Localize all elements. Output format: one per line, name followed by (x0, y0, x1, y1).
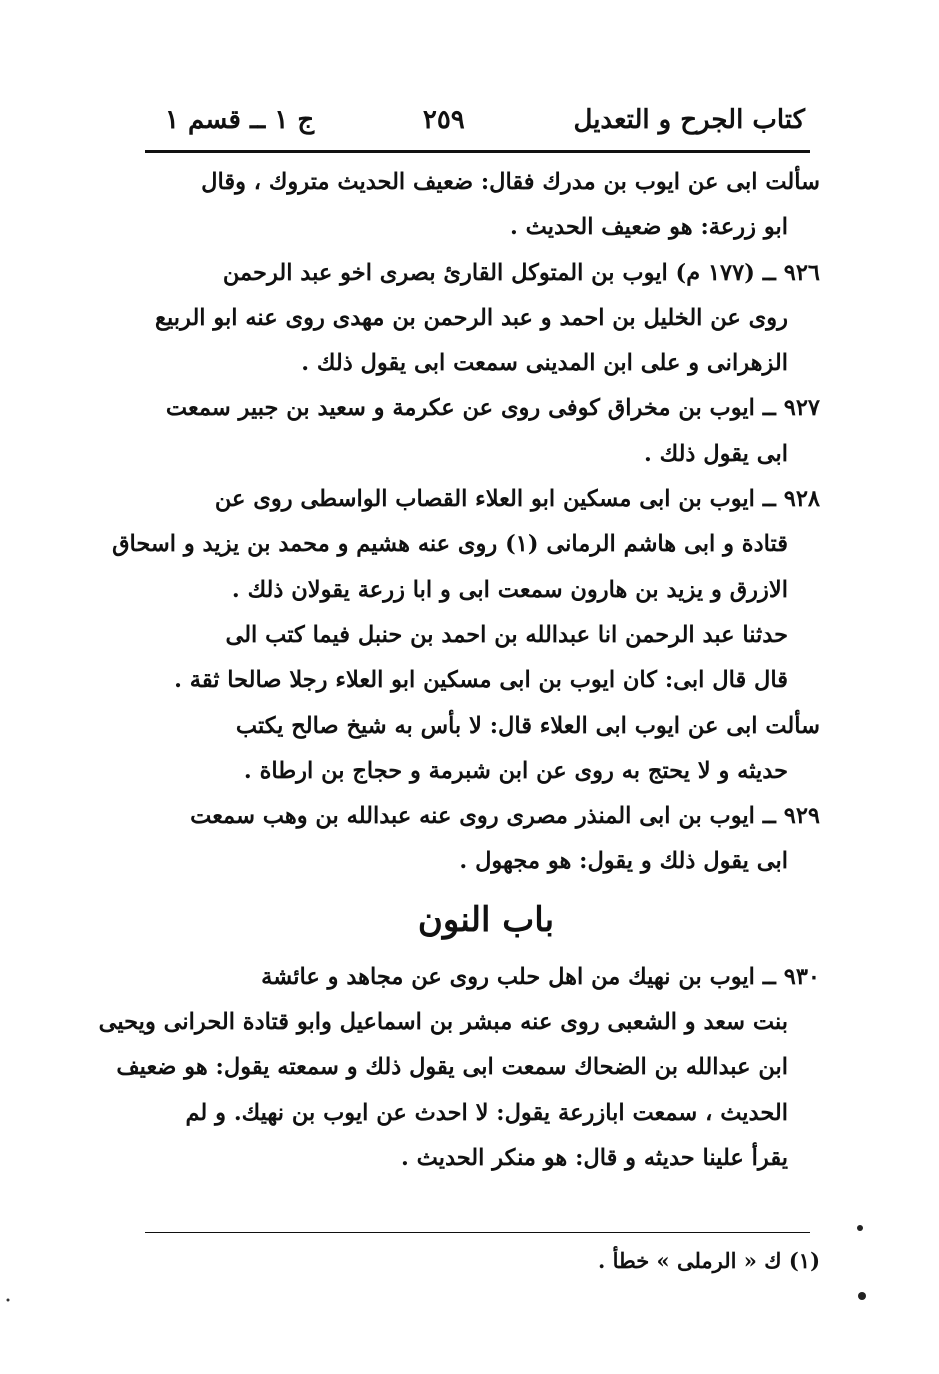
text-line: الحديث ، سمعت ابازرعة يقول: لا احدث عن ايوب بن نهيك. و لم (185, 1099, 788, 1126)
text-line: قال قال ابى: كان ايوب بن ابى مسكين ابو العلاء رجلا صالحا ثقة . (174, 667, 788, 694)
footnote-rule (145, 1232, 810, 1233)
entry-926: ٩٢٦ ــ (١٧٧ م) ايوب بن المتوكل القارئ بصرى اخو عبد الرحمن (222, 259, 820, 286)
text-line: الازرق و يزيد بن هارون سمعت ابى و ابا زرعة يقولان ذلك . (231, 576, 788, 603)
entry-930: ٩٣٠ ــ ايوب بن نهيك من اهل حلب روى عن مجاهد و عائشة (261, 963, 820, 990)
running-header (165, 96, 805, 144)
text-line: ابى يقول ذلك و يقول: هو مجهول . (459, 848, 788, 875)
text-line: الزهرانى و على ابن المدينى سمعت ابى يقول ذلك . (301, 350, 788, 377)
entry-929: ٩٢٩ ــ ايوب بن ابى المنذر مصرى روى عنه عبدالله بن وهب سمعت (190, 803, 820, 830)
text-line: ابو زرعة: هو ضعيف الحديث . (510, 214, 788, 241)
section-title: باب النون (417, 899, 555, 940)
book-title: كتاب الجرح و التعديل (573, 105, 805, 135)
text-line: ابن عبدالله بن الضحاك سمعت ابى يقول ذلك و سمعته يقول: هو ضعيف (116, 1054, 788, 1081)
text-line: ابى يقول ذلك . (643, 440, 788, 467)
text-line: سألت ابى عن ايوب ابى العلاء قال: لا بأس به شيخ صالح يكتب (235, 712, 820, 739)
entry-927: ٩٢٧ ــ ايوب بن مخراق كوفى روى عن عكرمة و سعيد بن جبير سمعت (165, 395, 820, 422)
header-rule (145, 150, 810, 153)
volume-part: ج ١ ــ قسم ١ (165, 105, 315, 135)
text-line: روى عن الخليل بن احمد و عبد الرحمن بن مهدى روى عنه ابو الربيع (155, 304, 788, 331)
page-number: ٢٥٩ (422, 105, 465, 135)
text-line: حديثه و لا يحتج به روى عن ابن شبرمة و حجاج بن ارطاة . (243, 757, 788, 784)
entry-928: ٩٢٨ ــ ايوب بن ابى مسكين ابو العلاء القصاب الواسطى روى عن (214, 486, 820, 513)
text-line: قتادة و ابى هاشم الرمانى (١) روى عنه هشيم و محمد بن يزيد و اسحاق (112, 531, 788, 558)
text-line: سألت ابى عن ايوب بن مدرك فقال: ضعيف الحديث متروك ، وقال (201, 169, 820, 195)
text-line: حدثنا عبد الرحمن انا عبدالله بن احمد بن حنبل فيما كتب الى (225, 621, 788, 648)
text-line: يقرأ علينا حديثه و قال: هو منكر الحديث . (400, 1144, 788, 1171)
footnote: (١) ك « الرملى » خطأ . (597, 1248, 820, 1273)
body-text (98, 160, 820, 1181)
text-line: بنت سعد و الشعبى روى عنه مبشر بن اسماعيل وابو قتادة الحرانى ويحيى (98, 1009, 788, 1036)
